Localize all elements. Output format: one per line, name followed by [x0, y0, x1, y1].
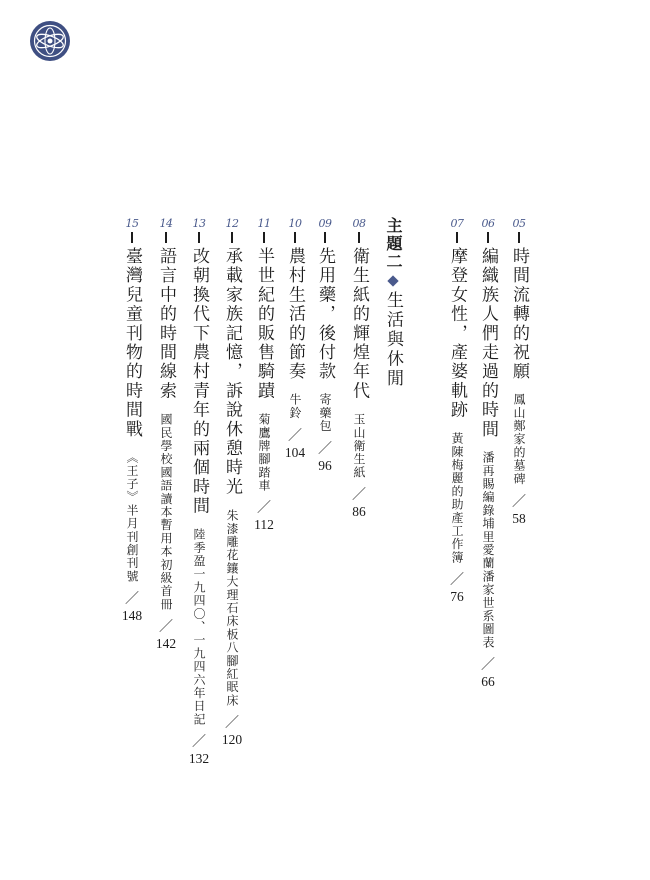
- entry-number: 05: [512, 217, 526, 230]
- entry-title: 承載家族記憶，訴說休憩時光: [222, 247, 242, 497]
- toc-entry-05[interactable]: [508, 218, 530, 527]
- entry-title: 編織族人們走過的時間: [478, 247, 498, 439]
- page-number: 66: [481, 674, 495, 689]
- entry-subtitle: 寄藥包: [318, 393, 332, 434]
- entry-rule: [294, 232, 296, 243]
- toc-entry-13[interactable]: [188, 218, 210, 767]
- entry-number: 06: [481, 217, 495, 230]
- entry-rule: [165, 232, 167, 243]
- entry-subtitle: 菊鷹牌腳踏車: [257, 412, 271, 492]
- entry-rule: [456, 232, 458, 243]
- entry-subtitle: 《王子》半月刊創刊號: [125, 451, 139, 583]
- slash-divider: ／: [450, 572, 464, 588]
- slash-divider: ／: [481, 658, 495, 673]
- slash-divider: ／: [225, 715, 239, 731]
- page-number: 148: [121, 608, 143, 623]
- entry-subtitle: 玉山衛生紙: [352, 412, 366, 479]
- museum-logo-icon: [29, 20, 71, 62]
- entry-number: 15: [125, 217, 139, 230]
- page-number: 86: [352, 503, 366, 519]
- page-number: 142: [155, 635, 177, 651]
- toc-entry-14[interactable]: [155, 218, 177, 652]
- toc-entry-09[interactable]: [314, 218, 336, 474]
- entry-number: 12: [225, 217, 239, 230]
- entry-subtitle: 黃陳梅麗的助產工作簿: [450, 431, 464, 564]
- toc-entry-06[interactable]: [477, 218, 499, 690]
- page-number: 112: [254, 516, 274, 532]
- page-number: 96: [318, 458, 332, 474]
- entry-number: 10: [288, 217, 302, 230]
- entry-subtitle: 國民學校國語讀本暫用本初級首冊: [159, 412, 173, 611]
- entry-number: 14: [159, 217, 173, 230]
- slash-divider: ／: [159, 619, 173, 635]
- entry-rule: [131, 232, 133, 243]
- slash-divider: ／: [288, 428, 302, 444]
- entry-title: 先用藥，後付款: [315, 247, 335, 382]
- entry-title: 臺灣兒童刊物的時間戰: [122, 247, 142, 439]
- page-number: 132: [188, 750, 210, 766]
- slash-divider: ／: [318, 442, 332, 458]
- page-number: 104: [284, 444, 306, 460]
- entry-rule: [198, 232, 200, 243]
- theme-label: 主題二: [384, 217, 403, 271]
- toc-entry-12[interactable]: [221, 218, 243, 748]
- toc-entry-07[interactable]: [446, 218, 468, 605]
- entry-title: 衛生紙的輝煌年代: [349, 247, 369, 401]
- entry-title: 語言中的時間線索: [156, 247, 176, 401]
- entry-number: 08: [352, 217, 366, 230]
- slash-divider: ／: [352, 487, 366, 503]
- entry-number: 11: [257, 217, 271, 230]
- page-number: 58: [512, 510, 526, 526]
- slash-divider: ／: [512, 494, 526, 510]
- entry-number: 09: [318, 217, 332, 230]
- entry-rule: [231, 232, 233, 243]
- slash-divider: ／: [257, 500, 271, 516]
- entry-subtitle: 朱漆雕花鑲大理石床板八腳紅眠床: [225, 508, 239, 707]
- entry-title: 時間流轉的祝願: [509, 247, 529, 382]
- toc-entry-08[interactable]: [348, 218, 370, 520]
- entry-number: 07: [450, 217, 464, 230]
- entry-rule: [518, 232, 520, 243]
- entry-subtitle: 陸季盈一九四〇、一九四六年日記: [192, 527, 206, 726]
- entry-subtitle: 潘再賜編錄埔里愛蘭潘家世系圖表: [481, 451, 495, 649]
- theme-heading: [382, 217, 404, 389]
- entry-subtitle: 牛鈴: [288, 393, 302, 420]
- entry-rule: [358, 232, 360, 243]
- entry-title: 農村生活的節奏: [285, 247, 305, 382]
- page-number: 120: [221, 731, 243, 747]
- entry-rule: [324, 232, 326, 243]
- toc-entry-15[interactable]: [121, 218, 143, 624]
- slash-divider: ／: [125, 592, 139, 607]
- entry-rule: [263, 232, 265, 243]
- entry-number: 13: [192, 217, 206, 230]
- entry-title: 半世紀的販售騎蹟: [254, 247, 274, 401]
- entry-subtitle: 鳳山鄭家的墓碑: [512, 393, 526, 486]
- slash-divider: ／: [192, 734, 206, 750]
- page-number: 76: [450, 588, 464, 604]
- entry-rule: [487, 232, 489, 243]
- theme-title: 生活與休閒: [383, 291, 403, 389]
- toc-entry-10[interactable]: [284, 218, 306, 461]
- entry-title: 摩登女性，產婆軌跡: [447, 247, 467, 420]
- diamond-icon: [387, 275, 398, 286]
- entry-title: 改朝換代下農村青年的兩個時間: [189, 247, 209, 516]
- toc-entry-11[interactable]: [253, 218, 275, 533]
